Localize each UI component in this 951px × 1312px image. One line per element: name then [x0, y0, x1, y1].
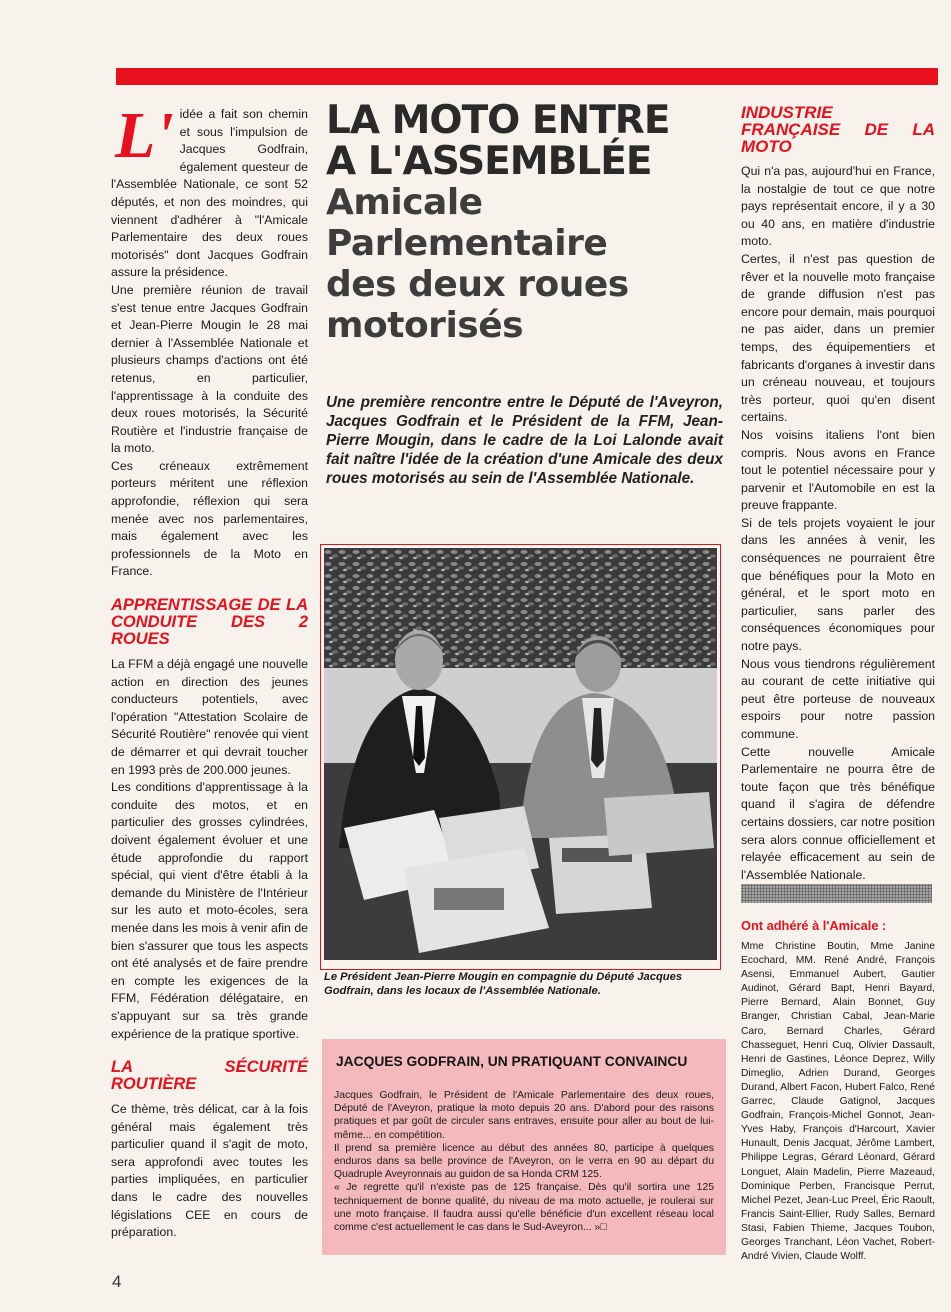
meeting-photo-illustration — [324, 548, 717, 960]
sidebar-box — [322, 1039, 726, 1255]
apprentissage-paragraph-2: Les conditions d'apprentissage à la conduite des motos, et en particulier des grosses cylindrées, doivent également évoluer et une étude approfondie du rapport spécial, qui vient d'être établi à la demande du Ministère de l'Intérieur sur les auto et moto-écoles, sera menée dans les mois à venir afin de bien s'assurer que tous les aspects ont été analysés et de faire prendre en compte les exigences de la FFM, Fédération délégataire, en s'appuyant sur sa très grande expérience de la pratique sportive. — [111, 780, 308, 1041]
industrie-paragraph-1: Qui n'a pas, aujourd'hui en France, la nostalgie de tout ce que notre pays représentait encore, il y a 30 ou 40 ans, en matière d'industrie moto. — [741, 164, 935, 249]
heading-securite: LA SÉCURITÉ ROUTIÈRE — [111, 1058, 308, 1094]
intro-paragraph-3: Ces créneaux extrêmement porteurs méritent une réflexion approfondie, réflexion qui sera menée avec nos parlementaires, mais également avec les professionnels de la Moto en France. — [111, 458, 308, 579]
title-line-6: motorisés — [326, 305, 524, 346]
members-title: Ont adhéré à l'Amicale : — [741, 918, 887, 933]
sidebar-box-quote: « Je regrette qu'il n'existe pas de 125 française. Dès qu'il sortira une 125 techniquement de bonne qualité, du niveau de ma moto actuelle, je roulerai sur une moto française. Il faudra aussi qu'elle bénéficie d'un excellent réseau local comme c'est actuellement le cas dans le Sud-Aveyron... »□ — [334, 1182, 714, 1234]
title-line-5: des deux roues — [326, 264, 629, 305]
left-column — [111, 99, 308, 1242]
title-line-4: Parlementaire — [326, 223, 608, 264]
lead-paragraph: Une première rencontre entre le Député de l'Aveyron, Jacques Godfrain et le Président de la FFM, Jean-Pierre Mougin, dans le cadre de la Loi Lalonde avait fait naître l'idée de la création d'une Amicale des deux roues motorisés au sein de l'Assemblée Nationale. — [326, 394, 723, 487]
heading-apprentissage: APPRENTISSAGE DE LA CONDUITE DES 2 ROUES — [111, 596, 308, 649]
industrie-paragraph-2: Certes, il n'est pas question de rêver et la nouvelle moto française de grande diffusion n'est pas encore pour demain, mais pourquoi ne pas aider, dans un premier temps, des équipementiers et fabricants d'organes à investir dans un créneau nouveau, et toujours très porteur, quoi qu'en disent certains. — [741, 251, 935, 425]
title-line-1: LA MOTO ENTRE — [326, 98, 670, 143]
sidebar-box-title: JACQUES GODFRAIN, UN PRATIQUANT CONVAINCU — [336, 1054, 688, 1069]
halftone-divider — [741, 884, 932, 903]
right-column — [741, 104, 935, 884]
heading-industrie: INDUSTRIE FRANÇAISE DE LA MOTO — [741, 103, 935, 156]
sidebar-box-paragraph-2: Il prend sa première licence au début des années 80, participe à quelques enduros dans sa belle province de l'Aveyron, on le verra en 90 au départ du Quadruple Aveyronnais au guidon de sa Honda CRM 125. — [334, 1142, 714, 1181]
main-title — [326, 100, 731, 346]
photo-caption: Le Président Jean-Pierre Mougin en compagnie du Député Jacques Godfrain, dans les locaux de l'Assemblée Nationale. — [324, 971, 683, 997]
intro-text-1: idée a fait son chemin et sous l'impulsion de Jacques Godfrain, également questeur de l'Assemblée Nationale, ce sont 52 députés, et non des moindres, qui viennent d'adhérer à "l'Amicale Parlementaire des deux roues motorisés" dont Jacques Godfrain assure la présidence. — [111, 107, 308, 280]
securite-paragraph-1: Ce thème, très délicat, car à la fois général mais également très particulier quand il s'agit de moto, sera approfondi avec toutes les parties impliquées, en particulier dans le cadre des nouvelles législations CEE en cours de préparation. — [111, 1102, 308, 1240]
intro-paragraph-2: Une première réunion de travail s'est tenue entre Jacques Godfrain et Jean-Pierre Mougin le 28 mai dernier à l'Assemblée Nationale et plusieurs champs d'actions ont été retenus, en particulier, l'apprentissage à la conduite des deux roues motorisés, la Sécurité Routière et l'industrie française de la moto. — [111, 282, 308, 456]
top-red-bar — [116, 68, 938, 85]
page-number: 4 — [112, 1272, 122, 1291]
sidebar-box-paragraph-1: Jacques Godfrain, le Président de l'Amicale Parlementaire des deux roues, Député de l'Aveyron, pratique la moto depuis 20 ans. D'abord pour des raisons pratiques et par goût de circuler sans entraves, ensuite pour aller au bout de lui-même... en compétition. — [334, 1090, 714, 1141]
industrie-paragraph-5: Nous vous tiendrons régulièrement au courant de cette initiative qui peut être porteuse de nouveaux espoirs pour notre passion commune. — [741, 656, 935, 741]
members-list: Mme Christine Boutin, Mme Janine Ecochard, MM. René André, François Asensi, Emmanuel Aubert, Gautier Audinot, Gérard Bapt, Henri Bayard, Pierre Bernard, Alain Bonnet, Guy Branger, Christian Cabal, Jean-Marie Caro, Bernard Charles, Gérard Chasseguet, Henri Cuq, Olivier Dassault, Henri de Gastines, Léonce Deprez, Willy Dimeglio, Adrien Durand, Georges Durand, Albert Facon, Hubert Falco, René Garrec, Claude Gatignol, Jacques Godfrain, François-Michel Gonnot, Jean-Yves Haby, François d'Harcourt, Xavier Hunault, Denis Jacquat, Jérôme Lambert, Philippe Legras, Gérard Léonard, Gérard Longuet, Alain Madelin, Pierre Mazeaud, Dominique Perben, Francisque Perrut, Michel Pezet, Jean-Luc Preel, Éric Raoult, Francis Saint-Ellier, Rudy Salles, Bernard Stasi, Fabien Thieme, Jacques Toubon, Georges Tranchant, Léon Vachet, Robert-André Vivien, Claude Wolff. — [741, 941, 935, 1263]
industrie-paragraph-4: Si de tels projets voyaient le jour dans les années à venir, les conséquences ne pourraient être que bénéfiques pour la Moto en général, et le sport moto en particulier, sans parler des conséquences économiques pour notre pays. — [741, 515, 935, 654]
title-line-3: Amicale — [326, 182, 483, 223]
title-line-2: A L'ASSEMBLÉE — [326, 139, 652, 184]
meeting-photo — [324, 548, 717, 960]
intro-paragraph-1 — [111, 99, 308, 282]
apprentissage-paragraph-1: La FFM a déjà engagé une nouvelle action en direction des jeunes conducteurs potentiels, avec l'opération "Attestation Scolaire de Sécurité Routière" renovée qui vient de démarrer et qui devrait toucher en 1993 près de 200.000 jeunes. — [111, 657, 308, 777]
industrie-paragraph-3: Nos voisins italiens l'ont bien compris. Nous avons en France tout le potentiel nécessaire pour y parvenir et l'Automobile en est la preuve frappante. — [741, 427, 935, 513]
industrie-paragraph-6: Cette nouvelle Amicale Parlementaire ne pourra être de toute façon que très bénéfique quand il s'agira de défendre certains dossiers, car notre position sera alors connue officiellement et relayée efficacement au sein de l'Assemblée Nationale. — [741, 744, 935, 882]
drop-cap: L' — [115, 99, 174, 172]
